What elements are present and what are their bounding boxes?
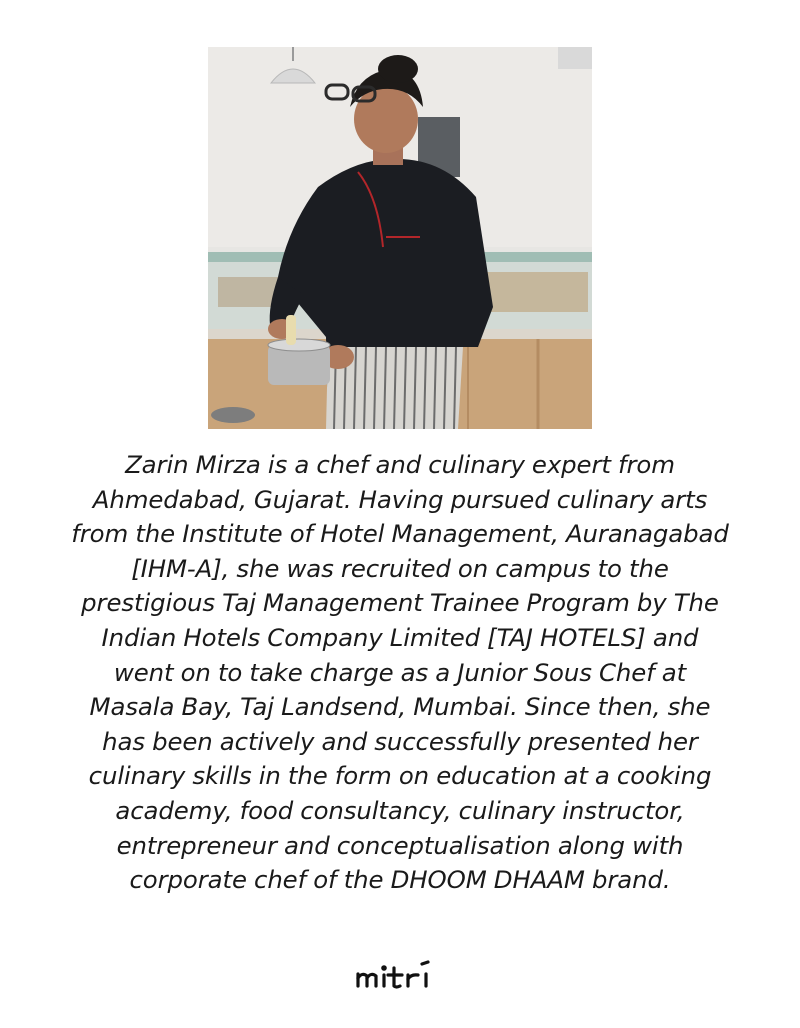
- chef-bio-paragraph: Zarin Mirza is a chef and culinary expert from Ahmedabad, Gujarat. Having pursued culinary arts from the Institute of Hotel Management, Auranagabad [IHM-A], she was recruited on campus to the prestigious Taj Management Trainee Program by The Indian Hotels Company Limited [TAJ HOTELS] and went on to take charge as a Junior Sous Chef at Masala Bay, Taj Landsend, Mumbai. Since then, she has been actively and successfully presented her culinary skills in the form on education at a cooking academy, food consultancy, culinary instructor, entrepreneur and conceptualisation along with corporate chef of the DHOOM DHAAM brand.: [71, 450, 729, 895]
- chef-photo-illustration: [208, 47, 592, 429]
- mitri-logo-mark: [340, 948, 460, 998]
- mitri-logo: [340, 948, 460, 998]
- chef-photo: [208, 47, 592, 429]
